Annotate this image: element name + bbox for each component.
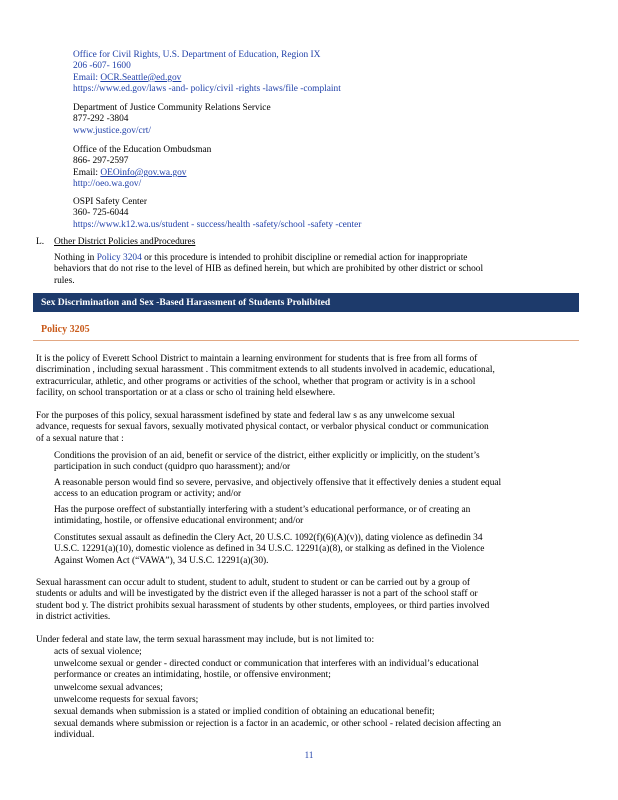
contact-url[interactable]: https://www.ed.gov/laws -and- policy/civil -rights -laws/file -complaint [73,84,341,95]
page-number: 11 [304,750,314,760]
list-item-line: individual. [54,730,95,741]
list-item-line: performance or creates an intimidating, hostile, or offensive environment; [54,670,331,681]
list-item [54,451,574,474]
paragraph-line: Under federal and state law, the term sexual harassment may include, but is not limited to: [36,635,375,645]
section-heading: Other District Policies andProcedures [54,237,196,247]
email-link[interactable]: OEOinfo@gov.wa.gov [100,167,187,178]
paragraph-line: facility, on school transportation or at a class or scho ol training held elsewhere. [36,388,336,399]
list-item-line: A reasonable person would find so severe, pervasive, and objectively offensive that it effectively denies a student equal [54,478,502,488]
list-item [54,695,574,706]
list-item-line: unwelcome sexual advances; [54,683,163,693]
paragraph-line: students or adults and will be investigated by the district even if the alleged harasser is not a part of the school staff or [36,589,478,600]
contact-url[interactable]: https://www.k12.wa.us/student - success/health -safety/school -safety -center [73,219,362,230]
contact-name: OSPI Safety Center [73,197,147,207]
contact-phone: 866- 297-2597 [73,156,129,167]
list-item [54,707,574,718]
contact-name: Department of Justice Community Relations Service [73,103,271,113]
paragraph-line: It is the policy of Everett School District to maintain a learning environment for students that is free from all forms of [36,354,478,364]
list-item [54,533,574,567]
definition-paragraph [36,411,580,445]
paragraph-line: of a sexual nature that : [36,433,124,444]
paragraph-line: extracurricular, athletic, and other programs or activities of the school, whether that program or activity is in a school [36,376,476,387]
contact-phone: 877-292 -3804 [73,114,129,125]
list-item-line: sexual demands when submission is a stated or implied condition of obtaining an educational benefit; [54,707,435,717]
email-label: Email: [73,72,101,83]
list-item-line: intimidating, hostile, or offensive educational environment; and/or [54,516,304,527]
section-l-heading-row [36,237,196,248]
contact-url[interactable]: http://oeo.wa.gov/ [73,179,142,190]
list-item [54,683,574,694]
list-item-line: Against Women Act (“VAWA”), 34 U.S.C. 12291(a)(30). [54,555,269,566]
section-l-text: behaviors that do not rise to the level of HIB as defined herein, but which are prohibited by other district or school [54,264,484,275]
section-l-text: rules. [54,275,75,286]
list-item-line: acts of sexual violence; [54,647,142,657]
section-letter: L. [36,237,45,247]
policy-title: Policy 3205 [41,324,90,335]
list-item-line: participation in such conduct (quidpro quo harassment); and/or [54,462,291,473]
list-item-line: sexual demands where submission or rejection is a factor in an academic, or other school - related decision affecting an [54,719,502,729]
list-item-line: U.S.C. 12291(a)(10), domestic violence as defined in 34 U.S.C. 12291(a)(8), or stalking as defined in the Violence [54,544,485,555]
paragraph-line: in district activities. [36,612,111,623]
examples-intro [36,635,580,646]
scope-paragraph [36,578,580,624]
list-item-line: access to an education program or activity; and/or [54,489,242,500]
contact-name: Office of the Education Ombudsman [73,145,212,155]
list-item-line: Has the purpose oreffect of substantially interfering with a student’s educational performance, or of creating an [54,505,471,515]
section-l-text: Nothing in [54,253,97,263]
list-item [54,719,574,742]
contact-phone: 360- 725-6044 [73,208,129,219]
contact-url[interactable]: www.justice.gov/crt/ [73,125,152,136]
email-link[interactable]: OCR.Seattle@ed.gov [100,72,182,83]
policy-3204-link[interactable]: Policy 3204 [96,253,142,263]
paragraph-line: discrimination , including sexual harassment . This commitment extends to all students involved in academic, educational, [36,365,495,376]
list-item-line: unwelcome sexual or gender - directed conduct or communication that interferes with an individual’s educational [54,659,479,669]
section-banner [33,293,579,312]
divider [33,340,579,341]
list-item [54,478,574,501]
list-item-line: unwelcome requests for sexual favors; [54,695,199,705]
contact-phone: 206 -607- 1600 [73,61,131,72]
list-item [54,505,574,528]
section-l-body [54,253,578,287]
list-item [54,647,574,658]
banner-title: Sex Discrimination and Sex -Based Harassment of Students Prohibited [41,297,331,308]
list-item-line: Constitutes sexual assault as definedin the Clery Act, 20 U.S.C. 1092(f)(6)(A)(v)), dating violence as definedin 34 [54,533,483,543]
policy-paragraph [36,354,580,400]
paragraph-line: advance, requests for sexual favors, sexually motivated physical contact, or verbalor physical conduct or communication [36,422,489,433]
paragraph-line: Sexual harassment can occur adult to student, student to adult, student to student or can be carried out by a group of [36,578,471,588]
paragraph-line: student bod y. The district prohibits sexual harassment of students by other students, employees, or third parties involved [36,600,490,611]
email-label: Email: [73,167,101,178]
list-item-line: Conditions the provision of an aid, benefit or service of the district, either explicitly or implicitly, on the student’s [54,451,480,461]
paragraph-line: For the purposes of this policy, sexual harassment isdefined by state and federal law s as any unwelcome sexual [36,411,455,421]
section-l-text: or this procedure is intended to prohibit discipline or remedial action for inappropriate [141,253,468,263]
contact-name: Office for Civil Rights, U.S. Department of Education, Region IX [73,50,321,60]
list-item [54,659,574,682]
